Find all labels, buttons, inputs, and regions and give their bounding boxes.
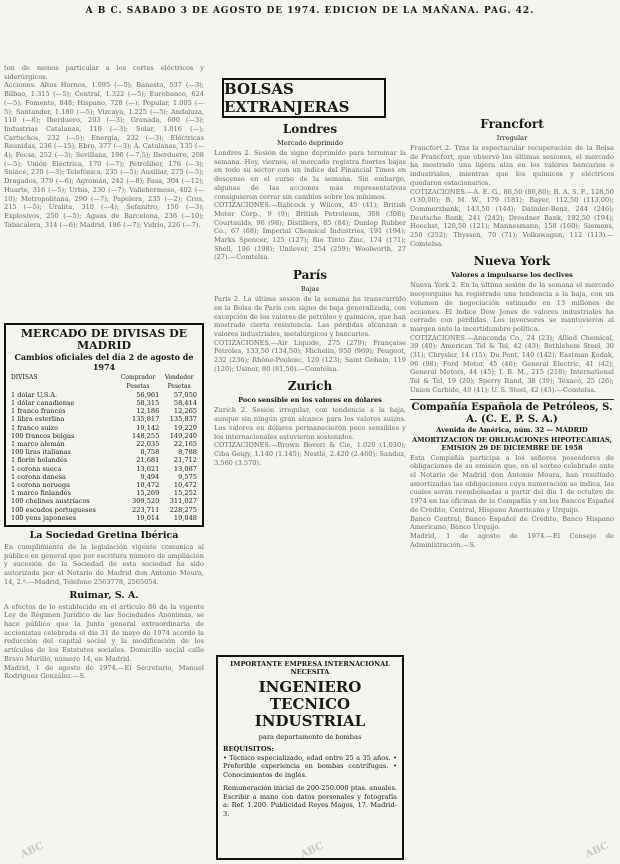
currency-col-header: Vendedor [164,374,194,382]
buy-rate: 12,186 [136,407,160,416]
currency-row [10,497,198,505]
buy-rate: 309,520 [132,497,160,506]
ruimar-signature: Madrid, 1 de agosto de 1974.—El Secretario, Manuel Rodríguez González.—S. [4,663,204,681]
sell-rate: 8,788 [178,448,197,457]
currency-row [10,481,198,489]
currency-name: 100 yens japoneses [11,513,77,522]
newyork-title: Nueva York [473,254,551,269]
column-middle [214,120,406,467]
ad-position-title: INGENIERO TECNICO INDUSTRIAL [254,678,366,730]
buy-rate: 13,021 [136,464,160,473]
ruimar-title: Ruimar, S. A. [69,589,139,601]
sell-rate: 10,472 [173,481,197,490]
sell-rate: 311,027 [169,497,197,506]
buy-rate: 19,142 [136,423,160,432]
currency-row [10,448,198,456]
cepsa-text: Esta Compañía participa a los señores poseedores de obligaciones de su emisión que, en el sorteo celebrado ante el Notario de Madrid don Antonio Moura, han resultado amortizadas las obligaciones cuya numeración se indica, las cuales serán reembolsadas a partir del día 1 de octubre de 1974 en las oficinas de la Compañía y en los Bancos Español de Crédito, Central, Hispano Americano y Urquijo. [410,453,614,514]
currency-name: 1 florín holandés [11,456,68,465]
currency-market-subtitle: Cambios oficiales del día 2 de agosto de 1974 [14,352,194,373]
currency-row [10,506,198,514]
buy-rate: 19,014 [136,513,160,522]
zurich-quotes: COTIZACIONES.—Brown Boveri & Cie, 1.020 (1.030); Ciba Geigy, 1.140 (1.145); Nestlé, 2.420 (2.460); Sandoz, 3.560 (3.570). [214,441,406,467]
currency-unit-header [10,383,116,391]
cepsa-notice [410,399,614,550]
currency-name: 100 francos belgas [11,431,75,440]
watermark-right: ABC [583,840,611,861]
ad-requirements: • Técnico especializado, edad entre 25 a 35 años. • Preferible experiencia en bombas centrífugas. • Conocimientos de inglés. [223,753,397,780]
ad-footer: Remuneración inicial de 200-250.000 ptas. anuales. Escribir a mano con datos personales y fotografía a: Ref. 1.200. Publicidad Reyes Magos, 17. Madrid-3. [223,783,397,818]
currency-row [10,473,198,481]
london-title: Londres [282,122,338,136]
currency-name: 1 corona noruega [11,481,71,490]
frankfurt-title: Francfort [480,117,544,131]
buy-rate: 135,817 [132,415,160,424]
market-intro: ton de menos particular a los cortes eléctricos y siderúrgicos. [4,64,204,81]
paris-quotes: COTIZACIONES.—Air Liquide, 275 (279); Française Pétroles, 133,50 (134,50); Michelin, 950 (969); Peugeot, 232 (236); Rhône-Poulenc, 120 (123); Saint Gobain, 119 (120); Usinor, 80 (81,50).—Comtelsa. [214,338,406,373]
currency-row [10,415,198,423]
watermark-center: ABC [298,840,326,861]
sell-rate: 13,087 [173,464,197,473]
sell-rate: 22,165 [173,440,197,449]
currency-row [10,440,198,448]
ad-headline: IMPORTANTE EMPRESA INTERNACIONAL NECESITA [230,660,390,676]
cepsa-heading: AMORTIZACION DE OBLIGACIONES HIPOTECARIAS, EMISION 29 DE DICIEMBRE DE 1958 [412,435,612,452]
currency-name: 1 marco finlandés [11,489,71,498]
newyork-subtitle: Valores a impulsarse los declives [451,271,573,280]
sell-rate: 15,252 [173,489,197,498]
currency-name: 1 franco suizo [11,423,59,432]
sell-rate: 149,240 [169,431,197,440]
cepsa-banks: Banco Central, Banco Español de Crédito, Banco Hispano Americano, Banco Urquijo. [410,514,614,532]
london-quotes: COTIZACIONES.—Babcock y Wilcox, 45 (41); British Motor Corp., 9 (9); British Petroleum, 308 (308); Courtaulds, 96 (98); Distillers, 85 (84); Dunlop Rubber Co., 67 (68); Imperial Chemical Industries, 191 (194); Marks Spencer, 125 (127); Rio Tinto Zinc, 174 (171); Shell, 196 (198); Unilever, 254 (259); Woolworth, 27 (27).—Comtelsa. [214,201,406,262]
currency-market-title: MERCADO DE DIVISAS DE MADRID [20,327,188,353]
buy-rate: 10,472 [136,481,160,490]
madrid-stock-listing: Acciones: Altos Hornos, 1.095 (—5); Banesto, 537 (—3); Bilbao, 1.315 (—5); Central, 1.322 (—5); Eurobanco, 624 (—5); Fomento, 848; Hispano, 728 (—); Popular, 1.005 (—5); Santander, 1.180 (—5); Vizcaya, 1.225 (—5); Andaluza, 110 (—6); Iberduero, 203 (—3); Granada, 600 (—3); Industrias Catalanas, 110 (—3); Solar, 1.016 (—); Cartuchos, 232 (—5); Energía, 232 (—3); Eléctricas Reunidas, 236 (—15); Ebro, 377 (—3); A. Catalanas, 135 (—4); Fecsa, 252 (—3); Sevillana, 196 (—7,5); Iberduero, 208 (—5); Unión Eléctrica, 170 (—7); Petroliber, 176 (—3); Sniace, 270 (—3); Telefónica, 235 (—5); Auxiliar, 275 (—5); Dragados, 379 (—6); Agromán, 242 (—8); Fasa, 304 (—12); Huarte, 316 (—5); Urbis, 230 (—7); Vallehermoso, 402 (—10); Metropolitana, 290 (—7); Papelera, 235 (—2); Cros, 215 (—5); Uralita, 310 (—4); Sefanitro, 150 (—3); Explosivos, 250 (—5); Aguas de Barcelona, 236 (—10); Tabacalera, 314 (—6); Madrid, 186 (—7); Vidrio, 226 (—7). [4,81,204,229]
sgi-text: En cumplimiento de la legislación vigente comunica al público en general que por escritura número de ampliación y sucesión de la Sociedad de esta sociedad ha sido autorizada por el Notario de Madrid don Antonio Moura, 14, 2.º.—Madrid, Teléfono 2563778, 2565054. [4,543,204,586]
sell-rate: 19,229 [173,423,197,432]
paris-title: París [292,268,328,283]
currency-row [10,424,198,432]
currency-row [10,456,198,464]
currency-name: 1 marco alemán [11,440,65,449]
buy-rate: 223,711 [132,505,160,514]
newyork-quotes: COTIZACIONES.—Anaconda Co., 24 (23); Allied Chemical, 39 (40); American Tel & Tel, 42 (43); Bethlehem Steel, 30 (31); Chrysler, 14 (15); Du Pont, 140 (142); Eastman Kodak, 96 (98); Ford Motor, 45 (46); General Electric, 41 (42); General Motors, 44 (45); I. B. M., 215 (218); International Tel & Tel, 19 (20); Sperry Rand, 38 (39); Texaco, 25 (26); Union Carbide, 40 (41); U. S. Steel, 42 (43).—Comtelsa. [410,333,614,394]
paris-subtitle: Bajas [300,285,320,294]
cepsa-address: Avenida de América, núm. 32 — MADRID [436,425,588,434]
frankfurt-subtitle: Irregular [496,134,528,142]
buy-rate: 15,269 [136,489,160,498]
frankfurt-text: Francfort 2. Tras la espectacular recuperación de la Bolsa de Francfort, que observó las últimas sesiones, el mercado ha mostrado una ligera alza en los valores bancarios e industriales, mientras que los químicos y eléctricos quedaron estacionarios. [410,144,614,187]
london-text: Londres 2. Sesión de signo deprimido para terminar la semana. Hoy, viernes, el mercado registra fuertes bajas en todo su sector con un índice del Financial Times en descenso en el curso de la semana. Sin embargo, algunas de las acciones más representativas consiguieron cerrar sin cambios sobre los mínimos. [214,149,406,201]
currency-name: 100 chelines austríacos [11,497,90,506]
sell-rate: 12,265 [173,407,197,416]
currency-table [10,374,198,522]
foreign-exchanges-banner: BOLSAS EXTRANJERAS [222,78,386,118]
buy-rate: 58,315 [136,399,160,408]
buy-rate: 148,255 [132,431,160,440]
sell-rate: 228,275 [169,505,197,514]
currency-market-box [4,323,204,527]
zurich-subtitle: Poco sensible en los valores en dólares [238,396,382,405]
currency-row [10,391,198,399]
watermark-left: ABC [18,840,46,861]
currency-name: 1 dólar U.S.A. [11,390,58,399]
paris-text: París 2. La última sesión de la semana ha transcurrido en la Bolsa de París con signo de baja generalizada, con excepción de los valores de petróleo y químicos, que han mostrado cierta resistencia. Las pérdidas alcanzan a valores industriales, metalúrgicos y bancarios. [214,295,406,338]
currency-row [10,407,198,415]
currency-name: 100 escudos portugueses [11,505,96,514]
sell-rate: 9,575 [178,472,197,481]
column-right [410,75,614,549]
ad-requirements-title: REQUISITOS: [223,745,274,753]
column-left [4,64,204,681]
buy-rate: 9,494 [140,472,160,481]
currency-rows [10,391,198,522]
page-header: A B C. SABADO 3 DE AGOSTO DE 1974. EDICION DE LA MAÑANA. PAG. 42. [85,6,535,16]
sell-rate: 19,048 [173,513,197,522]
buy-rate: 22,035 [136,440,160,449]
sell-rate: 58,414 [173,399,197,408]
job-advertisement [216,655,404,860]
currency-row [10,399,198,407]
frankfurt-quotes: COTIZACIONES.—A. E. G., 86,50 (86,80); B. A. S. F., 128,50 (130,00); B. M. W., 179 (181); Bayer, 112,50 (113,00); Commerzbank, 143,50 (144); Daimler-Benz, 244 (246); Deutsche Bank, 241 (242); Dresdner Bank, 192,50 (194); Hoechst, 120,50 (121); Mannesmann, 158 (160); Siemens, 250 (252); Thyssen, 70 (71); Volkswagen, 112 (113).—Comtelsa. [410,187,614,248]
sell-rate: 57,050 [173,390,197,399]
london-subtitle: Mercado deprimido [277,139,343,147]
currency-name: 1 franco francés [11,407,66,416]
zurich-title: Zurich [287,379,333,394]
ad-department: para departamento de bombas [258,733,362,741]
currency-name: 1 corona danesa [11,472,66,481]
currency-row [10,432,198,440]
currency-name: 1 corona sueca [11,464,62,473]
zurich-text: Zurich 2. Sesión irregular, con tendencia a la baja, aunque sin ningún gran alcance para los valores suizos. Los valores en dólares permanecieron poco sensibles y los internacionales estuvieron sostenidos. [214,406,406,441]
currency-name: 1 libra esterlina [11,415,65,424]
cepsa-signature: Madrid, 1 de agosto de 1974.—El Consejo de Administración.—S. [410,531,614,549]
buy-rate: 8,758 [140,448,160,457]
newyork-text: Nueva York 2. En la última sesión de la semana el mercado neoyorquino ha registrado una tendencia a la baja, con un volumen de negociación estimado en 13 millones de acciones. El índice Dow Jones de valores industriales ha cerrado con pérdidas. Los inversores se mantuvieron al margen ante la incertidumbre política. [410,281,614,333]
currency-row [10,489,198,497]
currency-name: 1 dólar canadiense [11,399,75,408]
buy-rate: 56,961 [136,390,160,399]
currency-row [10,514,198,522]
currency-unit-header: Pesetas [167,382,191,390]
currency-col-header: DIVISAS [11,374,38,382]
cepsa-title: Compañía Española de Petróleos, S. A. (C. E. P. S. A.) [411,401,613,425]
sell-rate: 135,837 [169,415,197,424]
currency-row [10,465,198,473]
ruimar-text: A efectos de lo establecido en el artículo 86 de la vigente Ley de Régimen Jurídico de las Sociedades Anónimas, se hace público que la Junta general extraordinaria de accionistas celebrada el día 31 de mayo de 1974 acordó la reducción del capital social y la modificación de los artículos de los Estatutos sociales. Domicilio social calle Bravo Murillo, número 14, en Madrid. [4,602,204,663]
currency-col-header: Comprador [120,374,156,382]
buy-rate: 21,681 [136,456,160,465]
currency-name: 100 liras italianas [11,448,71,457]
sell-rate: 21,712 [173,456,197,465]
currency-unit-header: Pesetas [126,382,150,390]
sgi-title: La Sociedad Gretina Ibérica [29,530,179,542]
